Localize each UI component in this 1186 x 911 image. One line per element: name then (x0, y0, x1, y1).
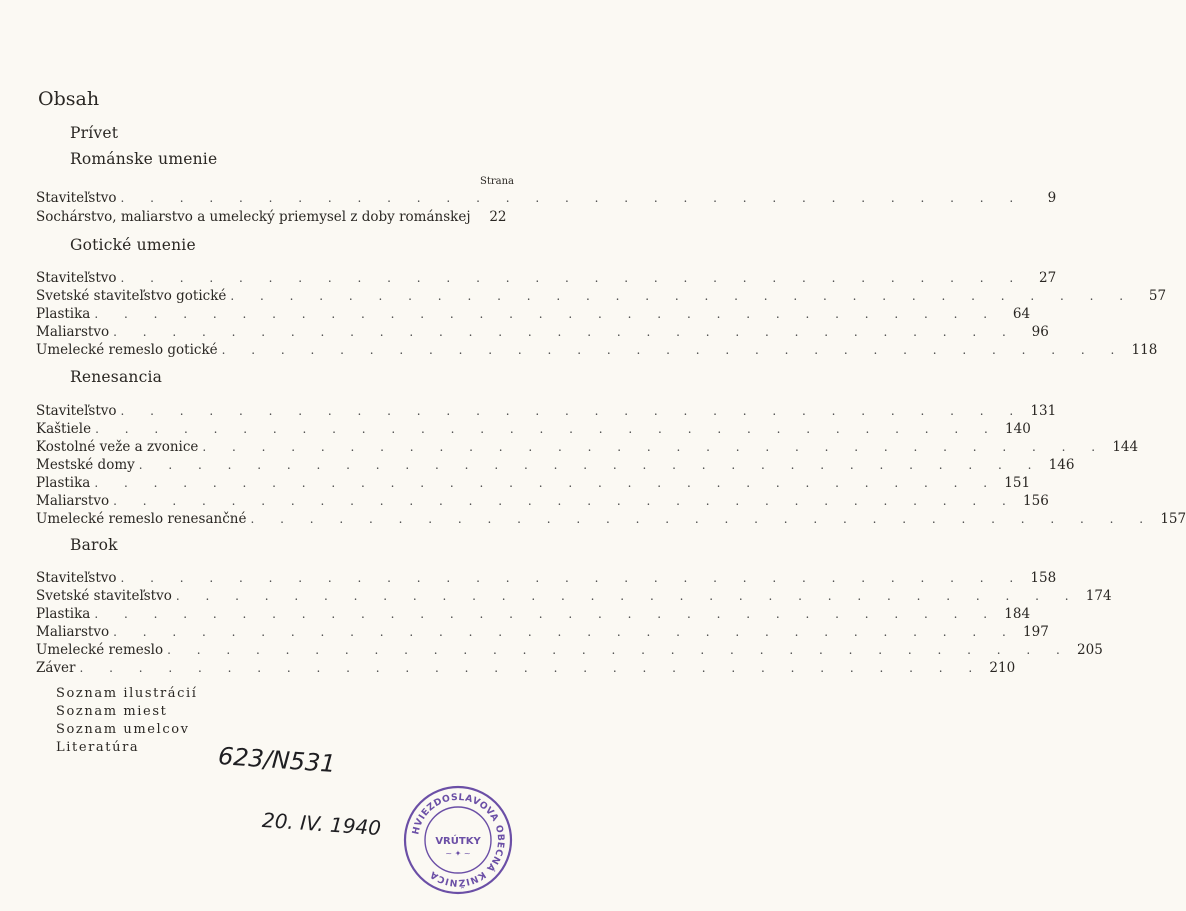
stamp-ring-text: HVIEZDOSLAVOVA OBECNÁ KNIŽNICA (410, 791, 507, 889)
toc-entry-label: Svetské staviteľstvo gotické (36, 288, 227, 304)
toc-entry-label: Plastika (36, 606, 91, 622)
toc-entry-label: Mestské domy (36, 457, 135, 473)
leader-dots: . . . . . . . . . . . . . . . . . . . . . . . . . . . . . . . (202, 440, 1107, 454)
intro-item-privet: Prívet (70, 124, 119, 142)
toc-entry (36, 209, 507, 227)
toc-entry-page: 205 (1077, 642, 1103, 658)
toc-entry-label: Kaštiele (36, 421, 92, 437)
section-heading-romanske: Románske umenie (70, 150, 218, 168)
leader-dots: . . . . . . . . . . . . . . . . . . . . . . . . . . . . . . . (95, 422, 999, 436)
stamp-center-text: VRÚTKY (435, 836, 481, 847)
toc-entry-label: Umelecké remeslo (36, 642, 164, 658)
toc-entry (36, 570, 1057, 588)
toc-entry-page: 9 (1047, 190, 1057, 206)
section-heading-barok: Barok (70, 536, 118, 554)
toc-entry (36, 642, 1103, 660)
handwritten-date: 20. IV. 1940 (261, 807, 382, 841)
toc-entry (36, 457, 1075, 475)
leader-dots: . . . . . . . . . . . . . . . . . . . . . . . . . . . . . . . (94, 607, 999, 621)
appendix-item: Soznam miest (56, 704, 168, 719)
toc-entry-label: Plastika (36, 306, 91, 322)
toc-entry-page: 27 (1039, 270, 1057, 286)
toc-entry-page: 157 (1160, 511, 1186, 527)
toc-entry-page: 210 (989, 660, 1016, 676)
toc-entry (36, 606, 1031, 624)
appendix-item: Soznam ilustrácií (56, 686, 198, 701)
handwritten-accession-number: 623/N531 (217, 741, 337, 779)
leader-dots: . . . . . . . . . . . . . . . . . . . . . . . . . . . . . . . (94, 476, 999, 490)
toc-entry (36, 270, 1057, 288)
toc-entry-label: Maliarstvo (36, 624, 110, 640)
toc-entry-page: 197 (1023, 624, 1049, 640)
section-heading-renesancia: Renesancia (70, 368, 163, 386)
leader-dots: . . . . . . . . . . . . . . . . . . . . . . . . . . . . . . . (120, 571, 1025, 585)
toc-entry (36, 421, 1031, 439)
toc-entry-page: 140 (1005, 421, 1031, 437)
toc-entry-page: 22 (489, 209, 507, 225)
leader-dots: . . . . . . . . . . . . . . . . . . . . . . . . . . . . . . . (120, 404, 1025, 418)
toc-entry-label: Maliarstvo (36, 324, 110, 340)
page-column-label: Strana (479, 176, 514, 187)
toc-entry-label: Umelecké remeslo renesančné (36, 511, 247, 527)
toc-entry-label: Plastika (36, 475, 91, 491)
toc-entry (36, 306, 1031, 324)
leader-dots: . . . . . . . . . . . . . . . . . . . . . . . . . . . . . . . (79, 661, 984, 675)
toc-entry (36, 439, 1139, 457)
appendix-item: Soznam umelcov (56, 722, 190, 737)
library-stamp (402, 784, 514, 896)
toc-entry-page: 174 (1085, 588, 1112, 604)
leader-dots: . . . . . . . . . . . . . . . . . . . . . . . . . . . . . . . (175, 589, 1080, 603)
stamp-ornament: ~ ✦ ~ (445, 849, 471, 858)
leader-dots: . . . . . . . . . . . . . . . . . . . . . . . . . . . . . . . (221, 343, 1126, 357)
toc-entry-label: Umelecké remeslo gotické (36, 342, 218, 358)
toc-entry-page: 96 (1031, 324, 1049, 340)
toc-entry-page: 144 (1112, 439, 1139, 455)
toc-entry (36, 493, 1049, 511)
leader-dots: . . . . . . . . . . . . . . . . . . . . . . . . . . . . . . . (113, 325, 1017, 339)
toc-entry-label: Svetské staviteľstvo (36, 588, 172, 604)
toc-entry (36, 324, 1049, 342)
leader-dots: . . . . . . . . . . . . . . . . . . . . . . . . . . . . . . . (113, 625, 1017, 639)
toc-entry (36, 288, 1167, 306)
toc-entry (36, 588, 1112, 606)
toc-entry (36, 403, 1057, 421)
leader-dots: . . . . . . . . . . . . . . . . . . . . . . . . . . . . . . . (230, 289, 1135, 303)
toc-entry (36, 660, 1016, 678)
toc-entry-label: Staviteľstvo (36, 270, 117, 286)
toc-entry-label: Sochárstvo, maliarstvo a umelecký priemysel z doby románskej (36, 209, 471, 225)
leader-dots: . . . . . . . . . . . . . . . . . . . . . . . . . . . . . . . (94, 307, 999, 321)
toc-entry-page: 151 (1004, 475, 1031, 491)
leader-dots: . . . . . . . . . . . . . . . . . . . . . . . . . . . . . . . (250, 512, 1155, 526)
toc-entry-label: Záver (36, 660, 76, 676)
toc-entry-page: 118 (1131, 342, 1158, 358)
toc-entry-page: 57 (1148, 288, 1167, 304)
leader-dots: . . . . . . . . . . . . . . . . . . . . . . . . . . . . . . . (120, 271, 1025, 285)
appendix-item: Literatúra (56, 740, 140, 755)
toc-entry (36, 342, 1158, 360)
toc-entry-page: 156 (1023, 493, 1049, 509)
toc-entry-label: Staviteľstvo (36, 403, 117, 419)
toc-entry (36, 624, 1049, 642)
toc-entry (36, 511, 1186, 529)
toc-entry-label: Kostolné veže a zvonice (36, 439, 199, 455)
toc-entry-label: Staviteľstvo (36, 570, 117, 586)
toc-entry (36, 190, 1057, 208)
leader-dots: . . . . . . . . . . . . . . . . . . . . . . . . . . . . . . . (113, 494, 1017, 508)
leader-dots: . . . . . . . . . . . . . . . . . . . . . . . . . . . . . . . (167, 643, 1071, 657)
section-heading-goticke: Gotické umenie (70, 236, 196, 254)
toc-entry-page: 64 (1012, 306, 1031, 322)
toc-entry (36, 475, 1031, 493)
toc-entry-page: 158 (1030, 570, 1057, 586)
toc-entry-label: Staviteľstvo (36, 190, 117, 206)
toc-entry-label: Maliarstvo (36, 493, 110, 509)
toc-entry-page: 146 (1048, 457, 1075, 473)
page-title: Obsah (38, 88, 100, 110)
toc-entry-page: 184 (1004, 606, 1031, 622)
leader-dots: . . . . . . . . . . . . . . . . . . . . . . . . . . . . . . . (138, 458, 1043, 472)
toc-entry-page: 131 (1030, 403, 1057, 419)
leader-dots: . . . . . . . . . . . . . . . . . . . . . . . . . . . . . . . (120, 191, 1025, 205)
